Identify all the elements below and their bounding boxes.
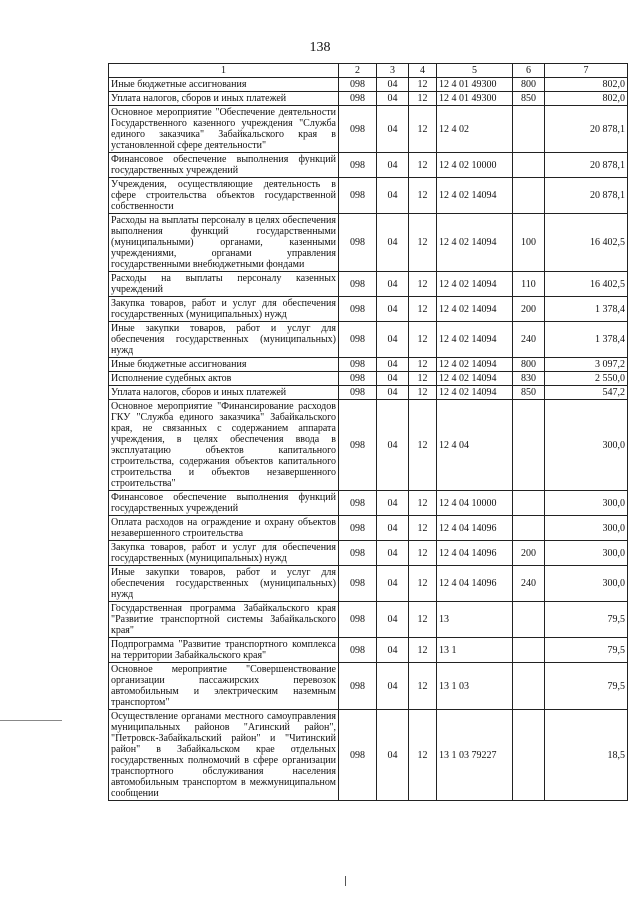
row-target-code: 12 4 02 10000 [437, 153, 513, 178]
row-description: Закупка товаров, работ и услуг для обеспечения государственных (муниципальных) нужд [109, 541, 339, 566]
row-section-code: 04 [377, 106, 409, 153]
row-subsection-code: 12 [409, 358, 437, 372]
row-description: Основное мероприятие "Совершенствование организации пассажирских перевозок автомобильным и электрическим наземным транспортом" [109, 663, 339, 710]
row-amount: 79,5 [545, 602, 628, 638]
row-target-code: 12 4 02 14094 [437, 214, 513, 272]
row-ministry-code: 098 [339, 710, 377, 801]
row-amount: 16 402,5 [545, 272, 628, 297]
row-target-code: 12 4 04 14096 [437, 516, 513, 541]
column-header: 3 [377, 64, 409, 78]
row-ministry-code: 098 [339, 516, 377, 541]
row-description: Исполнение судебных актов [109, 372, 339, 386]
row-section-code: 04 [377, 358, 409, 372]
row-subsection-code: 12 [409, 272, 437, 297]
row-expense-type [513, 638, 545, 663]
row-section-code: 04 [377, 663, 409, 710]
table-row [109, 214, 628, 272]
row-expense-type: 850 [513, 92, 545, 106]
row-section-code: 04 [377, 322, 409, 358]
row-subsection-code: 12 [409, 663, 437, 710]
row-target-code: 12 4 02 14094 [437, 372, 513, 386]
budget-table [108, 63, 628, 801]
row-amount: 300,0 [545, 400, 628, 491]
row-description: Иные закупки товаров, работ и услуг для обеспечения государственных (муниципальных) нужд [109, 566, 339, 602]
table-row [109, 372, 628, 386]
row-amount: 300,0 [545, 566, 628, 602]
row-description: Основное мероприятие "Обеспечение деятельности Государственного казенного учреждения "Служба единого заказчика" Забайкальского края в установленной сфере деятельности" [109, 106, 339, 153]
row-subsection-code: 12 [409, 92, 437, 106]
table-row [109, 153, 628, 178]
row-ministry-code: 098 [339, 663, 377, 710]
row-ministry-code: 098 [339, 153, 377, 178]
row-amount: 1 378,4 [545, 297, 628, 322]
row-amount: 547,2 [545, 386, 628, 400]
row-description: Подпрограмма "Развитие транспортного комплекса на территории Забайкальского края" [109, 638, 339, 663]
row-expense-type [513, 602, 545, 638]
column-header: 1 [109, 64, 339, 78]
row-section-code: 04 [377, 516, 409, 541]
row-expense-type [513, 491, 545, 516]
row-section-code: 04 [377, 400, 409, 491]
row-section-code: 04 [377, 178, 409, 214]
row-target-code: 13 1 03 [437, 663, 513, 710]
row-section-code: 04 [377, 78, 409, 92]
table-row [109, 386, 628, 400]
table-header-row [109, 64, 628, 78]
row-description: Осуществление органами местного самоуправления муниципальных районов "Агинский район", "Петровск-Забайкальский район" и "Читинский район" в Забайкальском крае отдельных государственных полномочий в сфере организации транспортного обслуживания населения автомобильным транспортом в межмуниципальном сообщении [109, 710, 339, 801]
row-amount: 79,5 [545, 663, 628, 710]
row-target-code: 13 1 [437, 638, 513, 663]
row-description: Финансовое обеспечение выполнения функций государственных учреждений [109, 491, 339, 516]
row-description: Закупка товаров, работ и услуг для обеспечения государственных (муниципальных) нужд [109, 297, 339, 322]
row-target-code: 12 4 02 14094 [437, 322, 513, 358]
row-description: Государственная программа Забайкальского края "Развитие транспортной системы Забайкальского края" [109, 602, 339, 638]
row-target-code: 13 1 03 79227 [437, 710, 513, 801]
row-target-code: 12 4 04 14096 [437, 566, 513, 602]
row-subsection-code: 12 [409, 78, 437, 92]
row-amount: 300,0 [545, 516, 628, 541]
row-expense-type [513, 106, 545, 153]
row-ministry-code: 098 [339, 78, 377, 92]
row-section-code: 04 [377, 602, 409, 638]
row-amount: 2 550,0 [545, 372, 628, 386]
row-section-code: 04 [377, 272, 409, 297]
row-expense-type [513, 178, 545, 214]
row-section-code: 04 [377, 566, 409, 602]
row-section-code: 04 [377, 710, 409, 801]
table-row [109, 566, 628, 602]
column-header: 6 [513, 64, 545, 78]
row-target-code: 12 4 01 49300 [437, 78, 513, 92]
row-subsection-code: 12 [409, 386, 437, 400]
row-description: Оплата расходов на ограждение и охрану объектов незавершенного строительства [109, 516, 339, 541]
row-description: Уплата налогов, сборов и иных платежей [109, 386, 339, 400]
row-description: Иные бюджетные ассигнования [109, 78, 339, 92]
table-row [109, 297, 628, 322]
row-ministry-code: 098 [339, 92, 377, 106]
row-section-code: 04 [377, 491, 409, 516]
scan-mark [345, 876, 346, 886]
row-description: Основное мероприятие "Финансирование расходов ГКУ "Служба единого заказчика" Забайкальского края, не связанных с содержанием аппарата учреждения, в целях обеспечения ввода в эксплуатацию объектов капитального строительства, содержания объектов капитального строительства и объектов незавершенного строительства" [109, 400, 339, 491]
row-description: Иные бюджетные ассигнования [109, 358, 339, 372]
table-row [109, 78, 628, 92]
row-target-code: 12 4 02 14094 [437, 386, 513, 400]
row-section-code: 04 [377, 638, 409, 663]
table-row [109, 541, 628, 566]
row-ministry-code: 098 [339, 106, 377, 153]
table-body [109, 78, 628, 801]
row-expense-type: 850 [513, 386, 545, 400]
row-target-code: 12 4 02 14094 [437, 297, 513, 322]
row-section-code: 04 [377, 386, 409, 400]
table-row [109, 178, 628, 214]
row-subsection-code: 12 [409, 372, 437, 386]
row-subsection-code: 12 [409, 214, 437, 272]
row-subsection-code: 12 [409, 602, 437, 638]
row-expense-type: 240 [513, 322, 545, 358]
row-subsection-code: 12 [409, 322, 437, 358]
row-description: Финансовое обеспечение выполнения функций государственных учреждений [109, 153, 339, 178]
row-amount: 802,0 [545, 92, 628, 106]
row-expense-type [513, 516, 545, 541]
row-description: Расходы на выплаты персоналу казенных учреждений [109, 272, 339, 297]
row-amount: 16 402,5 [545, 214, 628, 272]
row-section-code: 04 [377, 372, 409, 386]
row-target-code: 12 4 04 10000 [437, 491, 513, 516]
row-ministry-code: 098 [339, 638, 377, 663]
row-expense-type: 100 [513, 214, 545, 272]
table-row [109, 663, 628, 710]
row-amount: 20 878,1 [545, 178, 628, 214]
row-expense-type: 240 [513, 566, 545, 602]
row-ministry-code: 098 [339, 272, 377, 297]
row-amount: 1 378,4 [545, 322, 628, 358]
row-target-code: 12 4 02 14094 [437, 272, 513, 297]
row-subsection-code: 12 [409, 297, 437, 322]
row-ministry-code: 098 [339, 400, 377, 491]
row-ministry-code: 098 [339, 214, 377, 272]
row-ministry-code: 098 [339, 178, 377, 214]
row-description: Учреждения, осуществляющие деятельность в сфере строительства объектов государственной собственности [109, 178, 339, 214]
row-ministry-code: 098 [339, 602, 377, 638]
row-amount: 802,0 [545, 78, 628, 92]
row-section-code: 04 [377, 541, 409, 566]
column-header: 5 [437, 64, 513, 78]
row-target-code: 12 4 02 14094 [437, 358, 513, 372]
row-subsection-code: 12 [409, 638, 437, 663]
table-row [109, 638, 628, 663]
row-ministry-code: 098 [339, 566, 377, 602]
row-section-code: 04 [377, 214, 409, 272]
row-expense-type: 110 [513, 272, 545, 297]
row-expense-type: 800 [513, 358, 545, 372]
column-header: 4 [409, 64, 437, 78]
row-expense-type [513, 153, 545, 178]
row-ministry-code: 098 [339, 322, 377, 358]
row-subsection-code: 12 [409, 710, 437, 801]
row-description: Уплата налогов, сборов и иных платежей [109, 92, 339, 106]
row-ministry-code: 098 [339, 541, 377, 566]
row-amount: 300,0 [545, 541, 628, 566]
row-ministry-code: 098 [339, 491, 377, 516]
row-ministry-code: 098 [339, 358, 377, 372]
row-target-code: 12 4 01 49300 [437, 92, 513, 106]
table-row [109, 358, 628, 372]
row-expense-type: 200 [513, 541, 545, 566]
table-row [109, 602, 628, 638]
row-amount: 20 878,1 [545, 106, 628, 153]
row-subsection-code: 12 [409, 516, 437, 541]
scan-dash [0, 720, 62, 721]
row-expense-type [513, 710, 545, 801]
table-row [109, 710, 628, 801]
row-subsection-code: 12 [409, 541, 437, 566]
table-row [109, 92, 628, 106]
row-subsection-code: 12 [409, 178, 437, 214]
table-row [109, 516, 628, 541]
row-expense-type [513, 400, 545, 491]
row-amount: 79,5 [545, 638, 628, 663]
table-row [109, 106, 628, 153]
row-expense-type: 830 [513, 372, 545, 386]
table-row [109, 491, 628, 516]
row-expense-type [513, 663, 545, 710]
row-description: Расходы на выплаты персоналу в целях обеспечения выполнения функций государственными (муниципальными) органами, казенными учреждениями, органами управления государственными внебюджетными фондами [109, 214, 339, 272]
table-row [109, 322, 628, 358]
row-target-code: 12 4 04 14096 [437, 541, 513, 566]
row-amount: 20 878,1 [545, 153, 628, 178]
row-amount: 300,0 [545, 491, 628, 516]
row-section-code: 04 [377, 153, 409, 178]
row-target-code: 12 4 02 [437, 106, 513, 153]
row-subsection-code: 12 [409, 566, 437, 602]
row-expense-type: 200 [513, 297, 545, 322]
row-section-code: 04 [377, 297, 409, 322]
column-header: 7 [545, 64, 628, 78]
row-section-code: 04 [377, 92, 409, 106]
row-target-code: 12 4 02 14094 [437, 178, 513, 214]
row-description: Иные закупки товаров, работ и услуг для обеспечения государственных (муниципальных) нужд [109, 322, 339, 358]
row-subsection-code: 12 [409, 491, 437, 516]
row-target-code: 13 [437, 602, 513, 638]
table-row [109, 272, 628, 297]
page-number: 138 [309, 40, 331, 55]
row-amount: 18,5 [545, 710, 628, 801]
table-row [109, 400, 628, 491]
row-subsection-code: 12 [409, 106, 437, 153]
budget-table-container [108, 63, 627, 801]
row-subsection-code: 12 [409, 400, 437, 491]
column-header: 2 [339, 64, 377, 78]
row-ministry-code: 098 [339, 386, 377, 400]
row-ministry-code: 098 [339, 297, 377, 322]
row-target-code: 12 4 04 [437, 400, 513, 491]
row-amount: 3 097,2 [545, 358, 628, 372]
row-ministry-code: 098 [339, 372, 377, 386]
row-subsection-code: 12 [409, 153, 437, 178]
row-expense-type: 800 [513, 78, 545, 92]
